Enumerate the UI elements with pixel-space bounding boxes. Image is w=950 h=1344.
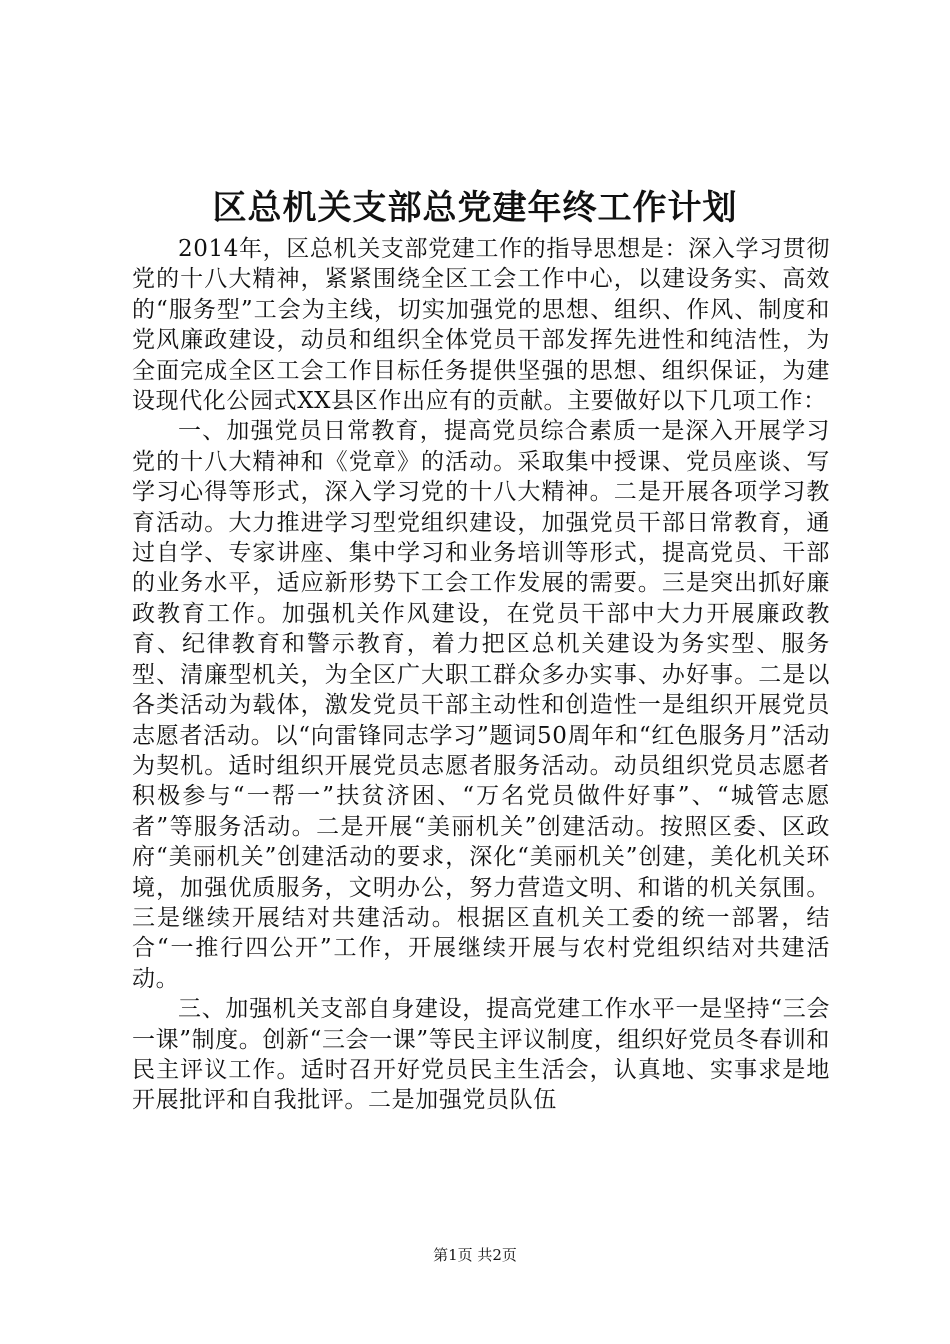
- page-footer: 第1页 共2页: [433, 1246, 517, 1264]
- paragraph-section-three: 三、加强机关支部自身建设，提高党建工作水平一是坚持“三会一课”制度。创新“三会一课”等民主评议制度，组织好党员冬春训和民主评议工作。适时召开好党员民主生活会，认真地、实事求是地开展批评和自我批评。二是加强党员队伍: [132, 996, 830, 1114]
- document-body: [132, 234, 830, 1116]
- document-title: 区总机关支部总党建年终工作计划: [212, 188, 738, 228]
- paragraph-section-one: 一、加强党员日常教育，提高党员综合素质一是深入开展学习党的十八大精神和《党章》的活动。采取集中授课、党员座谈、写学习心得等形式，深入学习党的十八大精神。二是开展各项学习教育活动。大力推进学习型党组织建设，加强党员干部日常教育，通过自学、专家讲座、集中学习和业务培训等形式，提高党员、干部的业务水平，适应新形势下工会工作发展的需要。三是突出抓好廉政教育工作。加强机关作风建设，在党员干部中大力开展廉政教育、纪律教育和警示教育，着力把区总机关建设为务实型、服务型、清廉型机关，为全区广大职工群众多办实事、办好事。二是以各类活动为载体，激发党员干部主动性和创造性一是组织开展党员志愿者活动。以“向雷锋同志学习”题词50周年和“红色服务月”活动为契机。适时组织开展党员志愿者服务活动。动员组织党员志愿者积极参与“一帮一”扶贫济困、“万名党员做件好事”、“城管志愿者”等服务活动。二是开展“美丽机关”创建活动。按照区委、区政府“美丽机关”创建活动的要求，深化“美丽机关”创建，美化机关环境，加强优质服务，文明办公，努力营造文明、和谐的机关氛围。三是继续开展结对共建活动。根据区直机关工委的统一部署，结合“一推行四公开”工作，开展继续开展与农村党组织结对共建活动。: [132, 418, 830, 992]
- paragraph-intro: 2014年，区总机关支部党建工作的指导思想是：深入学习贯彻党的十八大精神，紧紧围绕全区工会工作中心，以建设务实、高效的“服务型”工会为主线，切实加强党的思想、组织、作风、制度和党风廉政建设，动员和组织全体党员干部发挥先进性和纯洁性，为全面完成全区工会工作目标任务提供坚强的思想、组织保证，为建设现代化公园式XX县区作出应有的贡献。主要做好以下几项工作：: [132, 236, 830, 415]
